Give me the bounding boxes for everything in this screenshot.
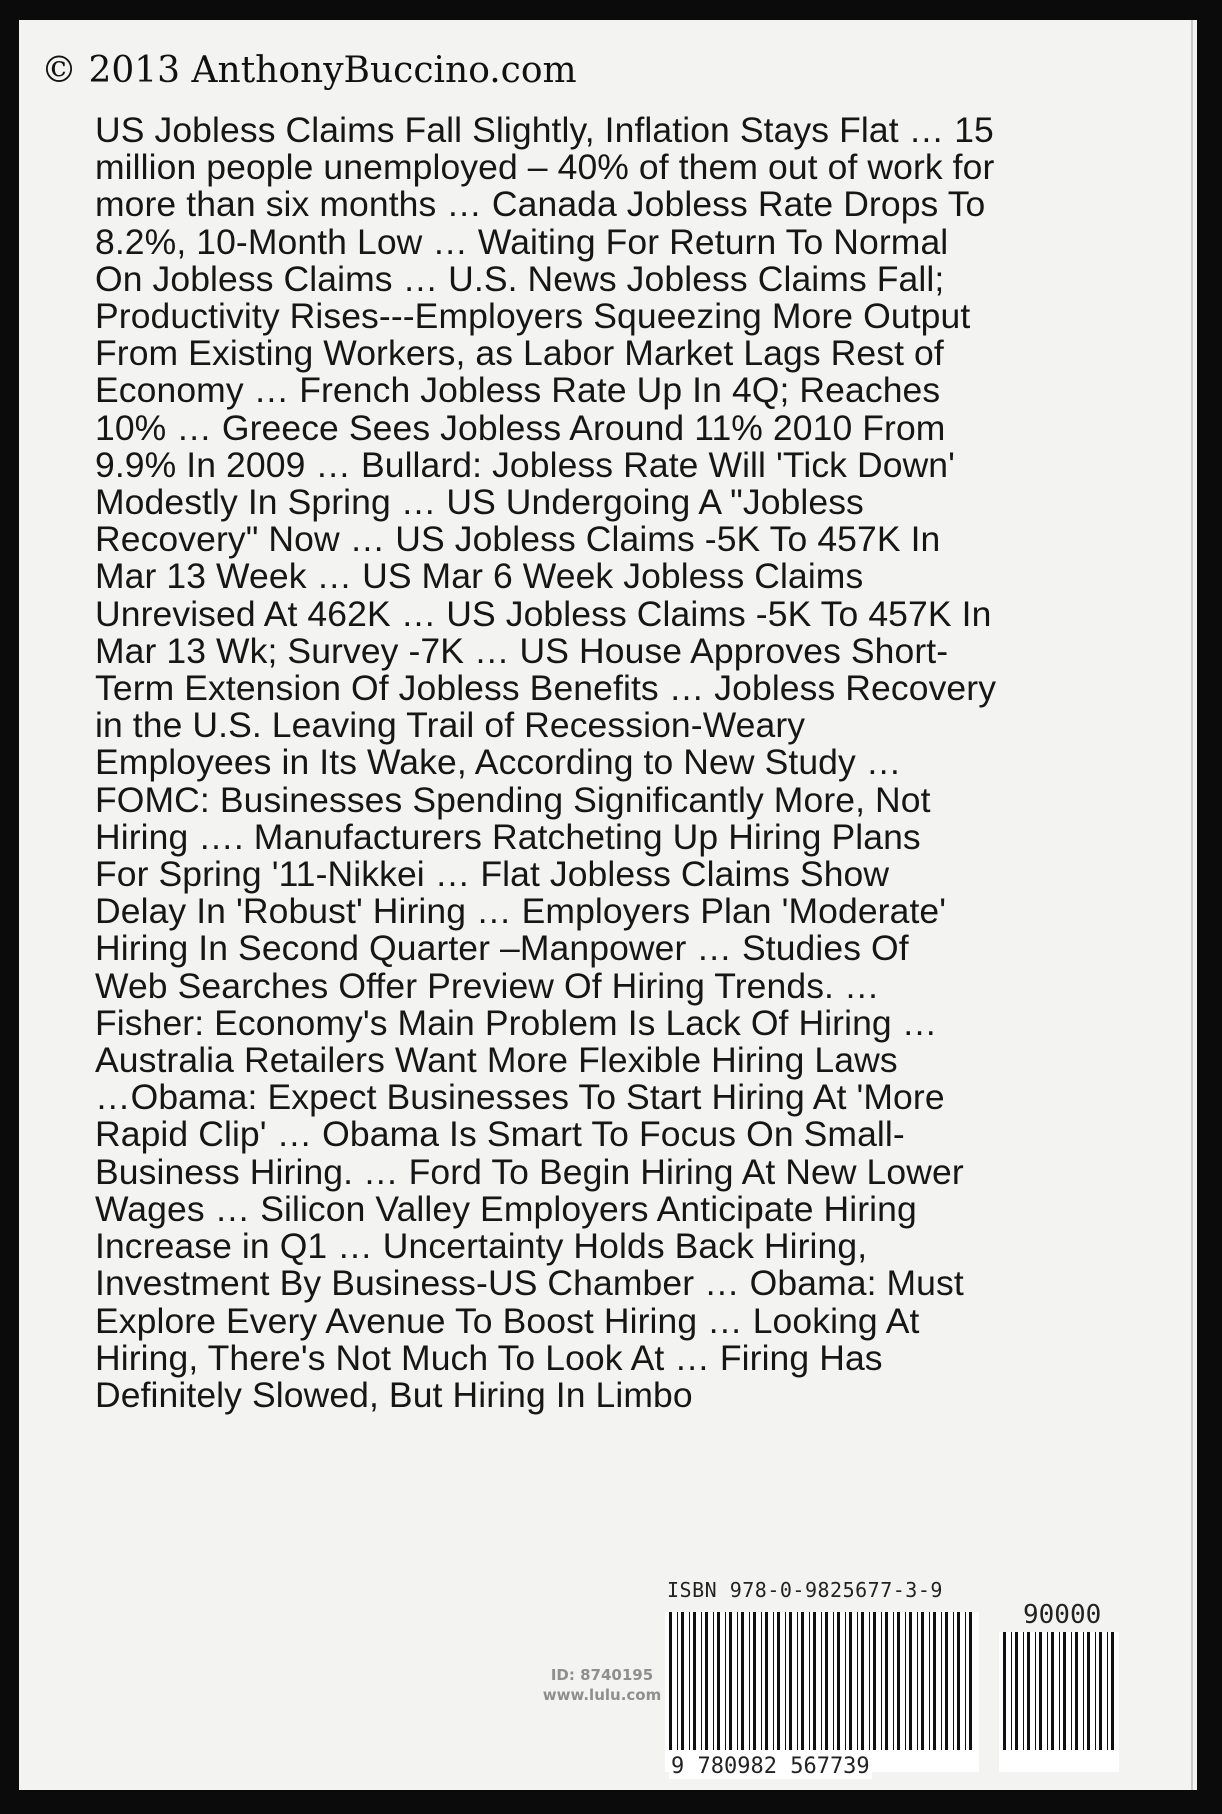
text-line: Recovery" Now … US Jobless Claims -5K To 457K In (95, 519, 941, 560)
barcode-bar (905, 1612, 906, 1750)
text-line: Web Searches Offer Preview Of Hiring Trends. … (95, 965, 880, 1006)
text-line: FOMC: Businesses Spending Significantly More, Not (95, 779, 931, 820)
barcode-bar (789, 1612, 792, 1750)
barcode-bar (701, 1612, 702, 1750)
text-line: Definitely Slowed, But Hiring In Limbo (95, 1374, 693, 1415)
barcode-bar (1011, 1632, 1012, 1750)
text-line: Economy … French Jobless Rate Up In 4Q; Reaches (95, 370, 941, 411)
text-line: From Existing Workers, as Labor Market Lags Rest of (95, 333, 944, 374)
barcode-bar (917, 1612, 918, 1750)
barcode-bar (737, 1612, 738, 1750)
barcode-bar (1107, 1632, 1108, 1750)
barcode-bar (761, 1612, 762, 1750)
text-line: Modestly In Spring … US Undergoing A "Jobless (95, 482, 864, 523)
barcode-bar (1023, 1632, 1024, 1750)
barcode-bar (741, 1612, 744, 1750)
barcode-bar (1095, 1632, 1096, 1750)
barcode-bar (849, 1612, 852, 1750)
barcode-bar (957, 1612, 960, 1750)
text-line: Mar 13 Week … US Mar 6 Week Jobless Claims (95, 556, 864, 597)
text-line: Wages … Silicon Valley Employers Anticipate Hiring (95, 1188, 917, 1229)
text-line: Investment By Business-US Chamber … Obama: Must (95, 1263, 964, 1304)
barcode-bar (861, 1612, 864, 1750)
barcode-bar (705, 1612, 708, 1750)
barcode-bar (1027, 1632, 1030, 1750)
barcode-bar (765, 1612, 768, 1750)
barcode-bar (669, 1612, 672, 1750)
text-line: Explore Every Avenue To Boost Hiring … Looking At (95, 1300, 920, 1341)
text-line: Rapid Clip' … Obama Is Smart To Focus On Small- (95, 1114, 905, 1155)
text-line: Term Extension Of Jobless Benefits … Jobless Recovery (95, 668, 997, 709)
text-line: more than six months … Canada Jobless Rate Drops To (95, 184, 986, 225)
barcode-bar (921, 1612, 924, 1750)
barcode-bar (1051, 1632, 1054, 1750)
barcode-bar (1063, 1632, 1066, 1750)
text-line: Productivity Rises---Employers Squeezing More Output (95, 296, 971, 337)
barcode-bar (1015, 1632, 1018, 1750)
barcode-bar (873, 1612, 876, 1750)
price-barcode (999, 1632, 1119, 1772)
barcode-bar (813, 1612, 816, 1750)
barcode-bar (893, 1612, 894, 1750)
barcode-bar (717, 1612, 720, 1750)
barcode-bar (837, 1612, 840, 1750)
barcode-bar (845, 1612, 846, 1750)
cover-edge-line (1191, 20, 1193, 1790)
text-line: Employees in Its Wake, According to New Study … (95, 742, 902, 783)
text-line: Business Hiring. … Ford To Begin Hiring At New Lower (95, 1151, 964, 1192)
ean-digits: 9 780982 567739 (671, 1754, 870, 1779)
barcode-bar (821, 1612, 822, 1750)
barcode-bar (881, 1612, 882, 1750)
barcode-bar (969, 1612, 972, 1750)
text-line: 9.9% In 2009 … Bullard: Jobless Rate Will 'Tick Down' (95, 444, 956, 485)
barcode-bar (729, 1612, 732, 1750)
barcode-bar (681, 1612, 684, 1750)
barcode-bar (801, 1612, 804, 1750)
text-line: Increase in Q1 … Uncertainty Holds Back Hiring, (95, 1226, 868, 1267)
barcode-bar (965, 1612, 966, 1750)
barcode-bar (713, 1612, 714, 1750)
barcode-bar (1003, 1632, 1006, 1750)
text-line: Fisher: Economy's Main Problem Is Lack Of Hiring … (95, 1002, 938, 1043)
text-line: Australia Retailers Want More Flexible Hiring Laws (95, 1040, 898, 1081)
barcode-bar (725, 1612, 726, 1750)
barcode-bar (885, 1612, 888, 1750)
barcode-bar (677, 1612, 678, 1750)
text-line: million people unemployed – 40% of them out of work for (95, 147, 995, 188)
barcode-bar (945, 1612, 948, 1750)
barcode-bar (933, 1612, 936, 1750)
text-line: Hiring …. Manufacturers Ratcheting Up Hiring Plans (95, 816, 921, 857)
barcode-bar (909, 1612, 912, 1750)
barcode-bar (753, 1612, 756, 1750)
lulu-site: www.lulu.com (542, 1686, 662, 1704)
text-line: Mar 13 Wk; Survey -7K … US House Approves Short- (95, 630, 949, 671)
text-line: US Jobless Claims Fall Slightly, Inflation Stays Flat … 15 (95, 110, 994, 150)
barcode-bar (777, 1612, 780, 1750)
barcode-bar (953, 1612, 954, 1750)
text-line: Delay In 'Robust' Hiring … Employers Plan 'Moderate' (95, 891, 947, 932)
price-barcode-bars (999, 1632, 1119, 1772)
text-line: 10% … Greece Sees Jobless Around 11% 2010 From (95, 407, 946, 448)
barcode-bar (1099, 1632, 1102, 1750)
barcode-bar (897, 1612, 900, 1750)
barcode-bar (1083, 1632, 1084, 1750)
text-line: in the U.S. Leaving Trail of Recession-Weary (95, 705, 806, 746)
isbn-barcode (665, 1612, 979, 1772)
barcode-bar (1039, 1632, 1042, 1750)
barcode-bar (1111, 1632, 1114, 1750)
text-line: For Spring '11-Nikkei … Flat Jobless Claims Show (95, 854, 890, 895)
text-line: Hiring In Second Quarter –Manpower … Studies Of (95, 928, 909, 969)
barcode-bar (857, 1612, 858, 1750)
book-back-cover (19, 20, 1197, 1790)
barcode-bar (1047, 1632, 1048, 1750)
copyright-notice: © 2013 AnthonyBuccino.com (41, 50, 577, 91)
barcode-bar (929, 1612, 930, 1750)
text-line: On Jobless Claims … U.S. News Jobless Claims Fall; (95, 258, 945, 299)
barcode-bar (689, 1612, 690, 1750)
barcode-bar (773, 1612, 774, 1750)
barcode-bar (809, 1612, 810, 1750)
barcode-bar (1059, 1632, 1060, 1750)
text-line: 8.2%, 10-Month Low … Waiting For Return To Normal (95, 221, 949, 262)
barcode-bar (869, 1612, 870, 1750)
barcode-bar (797, 1612, 798, 1750)
barcode-bar (785, 1612, 786, 1750)
barcode-bars (665, 1612, 979, 1772)
headline-text-block (95, 112, 1125, 1414)
isbn-label: ISBN 978-0-9825677-3-9 (667, 1578, 943, 1602)
barcode-bar (749, 1612, 750, 1750)
text-line: Unrevised At 462K … US Jobless Claims -5K To 457K In (95, 593, 992, 634)
lulu-id: ID: 8740195 (550, 1666, 654, 1684)
barcode-bar (1075, 1632, 1078, 1750)
barcode-bar (1071, 1632, 1072, 1750)
barcode-bar (693, 1612, 696, 1750)
barcode-bar (825, 1612, 828, 1750)
text-line: …Obama: Expect Businesses To Start Hiring At 'More (95, 1077, 945, 1118)
barcode-bar (941, 1612, 942, 1750)
text-line: Hiring, There's Not Much To Look At … Firing Has (95, 1337, 883, 1378)
price-code: 90000 (1023, 1600, 1102, 1630)
barcode-bar (1087, 1632, 1090, 1750)
barcode-bar (833, 1612, 834, 1750)
barcode-bar (1035, 1632, 1036, 1750)
